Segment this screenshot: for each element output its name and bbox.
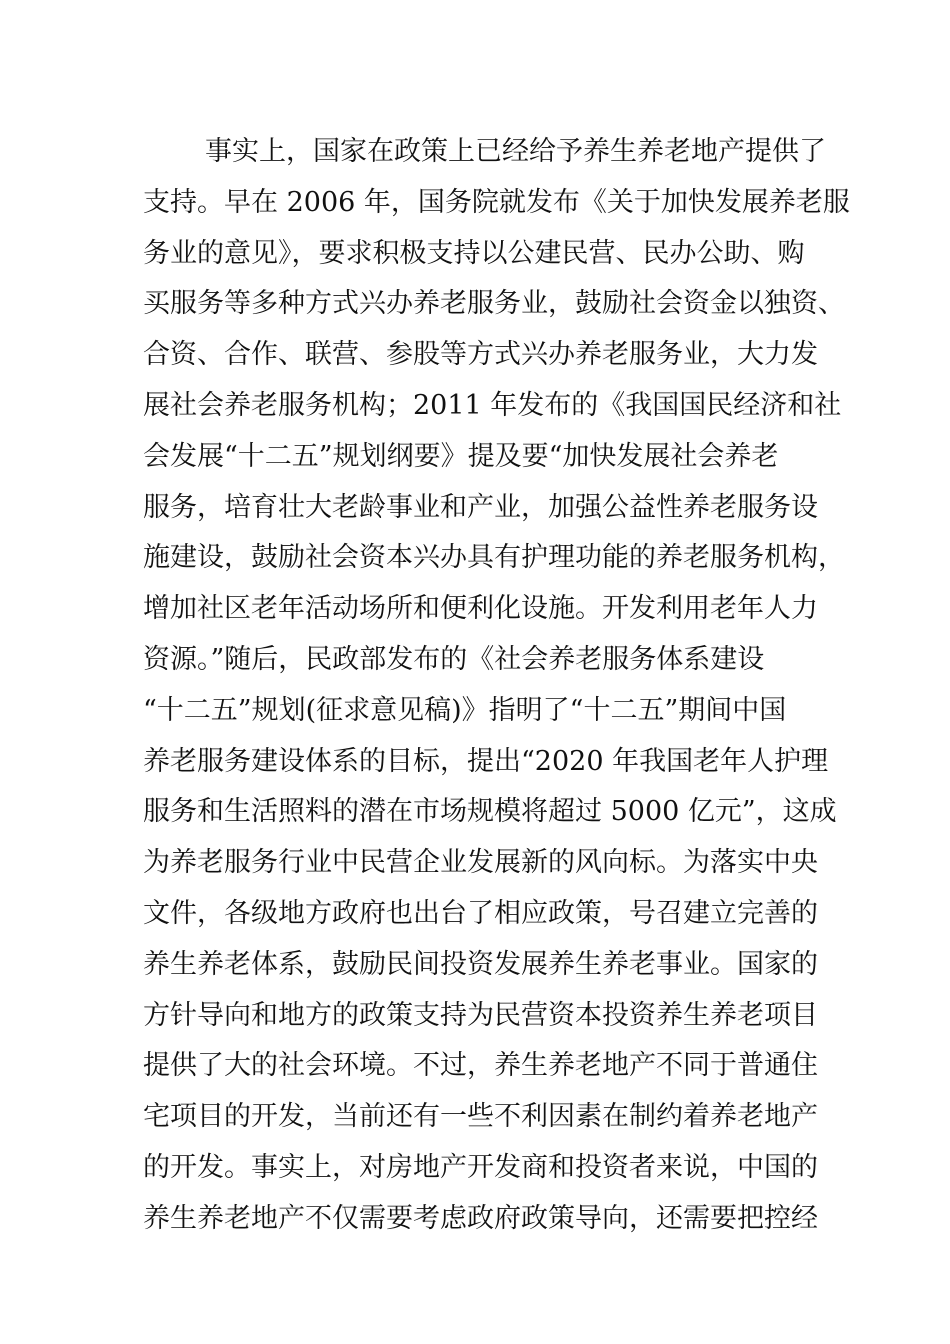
text-line: 支持。早在 2006 年，国务院就发布《关于加快发展养老服 [143,186,850,218]
text-line: 养生养老地产不仅需要考虑政府政策导向，还需要把控经 [143,1202,818,1234]
text-line: 施建设，鼓励社会资本兴办具有护理功能的养老服务机构， [143,542,845,574]
text-line: 为养老服务行业中民营企业发展新的风向标。为落实中央 [143,847,818,879]
text-line: 宅项目的开发，当前还有一些不利因素在制约着养老地产 [143,1101,818,1133]
text-line: 买服务等多种方式兴办养老服务业，鼓励社会资金以独资、 [143,288,845,320]
text-line: 服务，培育壮大老龄事业和产业，加强公益性养老服务设 [143,491,818,523]
text-line: 养生养老体系，鼓励民间投资发展养生养老事业。国家的 [143,948,818,980]
text-line: 的开发。事实上，对房地产开发商和投资者来说，中国的 [143,1151,818,1183]
body-paragraph [143,127,850,1245]
text-line: 养老服务建设体系的目标，提出“2020 年我国老年人护理 [143,745,829,777]
text-line: “十二五”规划(征求意见稿)》指明了“十二五”期间中国 [143,694,787,726]
text-line: 务业的意见》，要求积极支持以公建民营、民办公助、购 [143,237,805,269]
text-line: 提供了大的社会环境。不过，养生养老地产不同于普通住 [143,1050,818,1082]
text-line: 展社会养老服务机构；2011 年发布的《我国国民经济和社 [143,389,842,421]
text-line: 服务和生活照料的潜在市场规模将超过 5000 亿元”，这成 [143,796,837,828]
text-line: 事实上，国家在政策上已经给予养生养老地产提供了 [205,136,826,167]
text-line: 方针导向和地方的政策支持为民营资本投资养生养老项目 [143,999,818,1031]
text-line: 合资、合作、联营、参股等方式兴办养老服务业，大力发 [143,339,818,371]
text-line: 文件，各级地方政府也出台了相应政策，号召建立完善的 [143,897,818,929]
text-line: 会发展“十二五”规划纲要》提及要“加快发展社会养老 [143,440,779,472]
text-line: 资源。”随后，民政部发布的《社会养老服务体系建设 [143,643,765,675]
text-line: 增加社区老年活动场所和便利化设施。开发利用老年人力 [143,593,818,625]
